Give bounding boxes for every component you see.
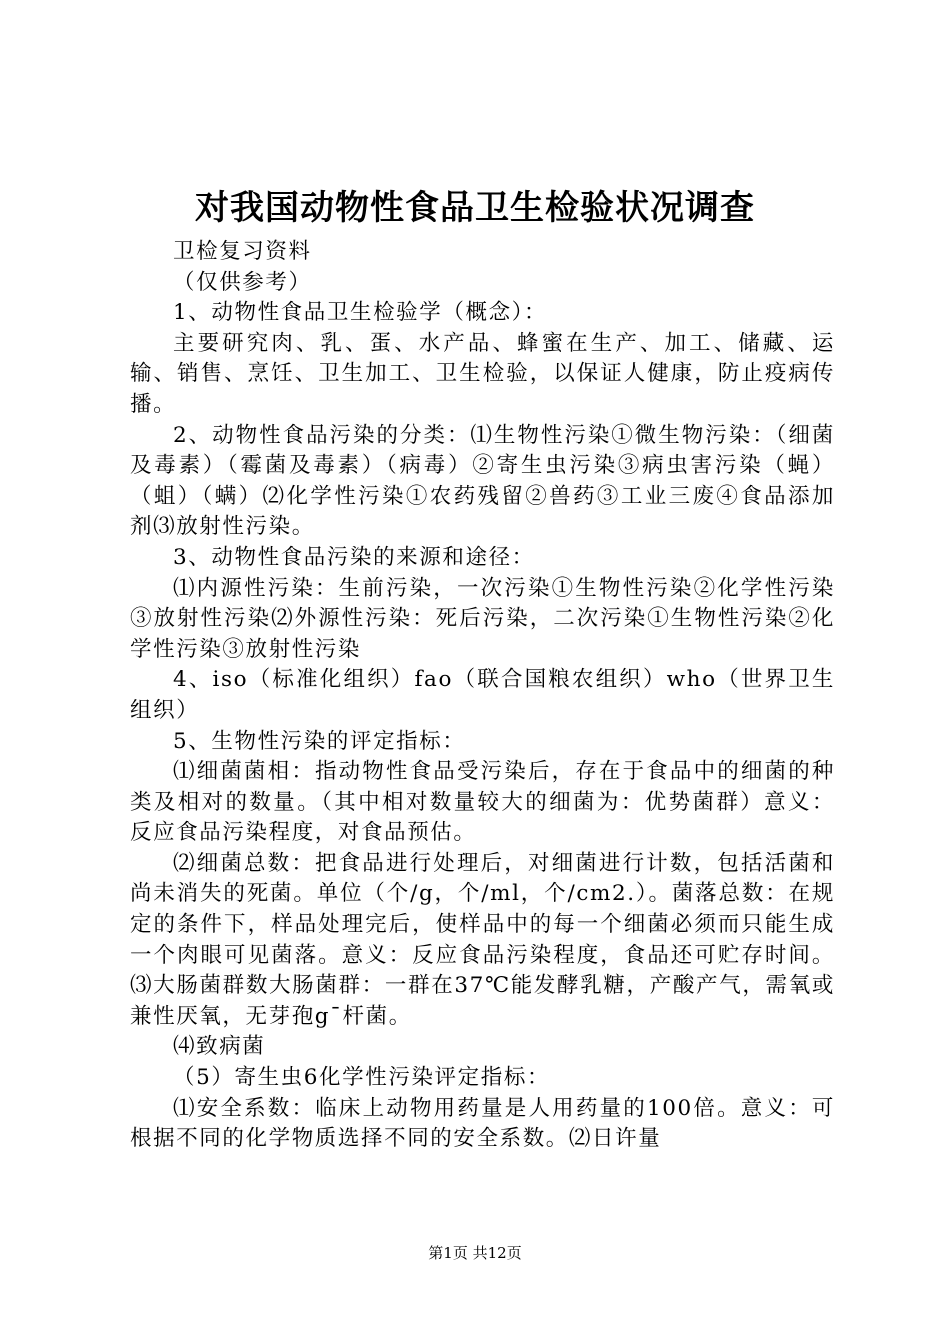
paragraph: ⑴细菌菌相：指动物性食品受污染后，存在于食品中的细菌的种类及相对的数量。（其中相对数量较大的细菌为：优势菌群）意义：反应食品污染程度，对食品预估。	[130, 759, 835, 846]
paragraph: 3、动物性食品污染的来源和途径：	[173, 544, 535, 570]
paragraph: 主要研究肉、乳、蛋、水产品、蜂蜜在生产、加工、储藏、运输、销售、烹饪、卫生加工、卫生检验，以保证人健康，防止疫病传播。	[130, 330, 835, 417]
paragraph: （5）寄生虫6化学性污染评定指标：	[173, 1065, 551, 1091]
document-title: 对我国动物性食品卫生检验状况调查	[195, 188, 755, 228]
paragraph: ⑵细菌总数：把食品进行处理后，对细菌进行计数，包括活菌和尚未消失的死菌。单位（个/g，个/ml，个/cm2.）。菌落总数：在规定的条件下，样品处理完后，使样品中的每一个细菌必须而只能生成一个肉眼可见菌落。意义：反应食品污染程度，食品还可贮存时间。⑶大肠菌群数大肠菌群：一群在37℃能发酵乳糖，产酸产气，需氧或兼性厌氧，无芽孢g¯杆菌。	[130, 850, 835, 1029]
paragraph: 4、iso（标准化组织）fao（联合国粮农组织）who（世界卫生组织）	[130, 667, 835, 723]
paragraph: （仅供参考）	[173, 269, 312, 295]
paragraph: ⑷致病菌	[173, 1034, 266, 1060]
paragraph: ⑴安全系数：临床上动物用药量是人用药量的100倍。意义：可根据不同的化学物质选择不同的安全系数。⑵日许量	[130, 1095, 835, 1152]
paragraph: ⑴内源性污染：生前污染，一次污染①生物性污染②化学性污染③放射性污染⑵外源性污染：死后污染，二次污染①生物性污染②化学性污染③放射性污染	[130, 575, 835, 662]
page-footer: 第1页 共12页	[428, 1244, 522, 1262]
paragraph: 2、动物性食品污染的分类：⑴生物性污染①微生物污染：（细菌及毒素）（霉菌及毒素）（病毒）②寄生虫污染③病虫害污染（蝇）（蛆）（螨）⑵化学性污染①农药残留②兽药③工业三废④食品添加剂⑶放射性污染。	[130, 422, 835, 540]
paragraph: 1、动物性食品卫生检验学（概念）：	[173, 300, 548, 326]
paragraph: 卫检复习资料	[173, 239, 312, 264]
document-body	[130, 237, 835, 1155]
paragraph: 5、生物性污染的评定指标：	[173, 728, 466, 754]
